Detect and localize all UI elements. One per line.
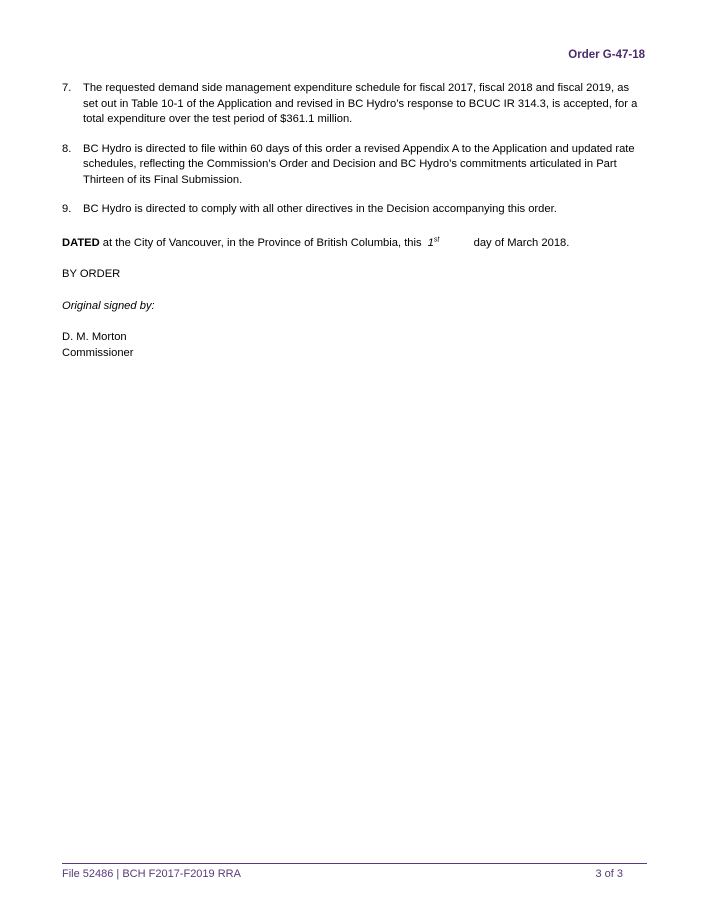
order-item <box>62 202 647 218</box>
item-text: The requested demand side management expenditure schedule for fiscal 2017, fiscal 2018 and fiscal 2019, as set out in Table 10-1 of the Application and revised in BC Hydro’s response to BCUC IR 314.3, is accepted, for a total expenditure over the test period of $361.1 million. <box>83 82 638 125</box>
item-number: 7. <box>62 82 72 94</box>
order-body <box>62 81 647 361</box>
dated-label: DATED <box>62 236 100 249</box>
dated-day <box>422 236 474 252</box>
signed-note: Original signed by: <box>62 299 155 312</box>
dated-day-suffix: st <box>433 235 440 243</box>
item-number: 9. <box>62 203 72 215</box>
footer-divider <box>62 863 647 864</box>
signatory-block <box>62 330 647 361</box>
signatory-name: D. M. Morton <box>62 331 127 343</box>
footer-file-ref: File 52486 | BCH F2017-F2019 RRA <box>62 868 241 880</box>
item-text: BC Hydro is directed to file within 60 days of this order a revised Appendix A to the Application and updated rate schedules, reflecting the Commission’s Order and Decision and BC Hydro’s commitments articulated in Part Thirteen of its Final Submission. <box>83 142 635 186</box>
dated-line <box>62 236 647 252</box>
dated-day-number: 1 <box>427 236 434 249</box>
footer-page-number: 3 of 3 <box>595 868 623 880</box>
order-item <box>62 81 647 128</box>
item-number: 8. <box>62 142 72 155</box>
dated-month: day of March 2018. <box>473 236 570 249</box>
item-text: BC Hydro is directed to comply with all other directives in the Decision accompanying this order. <box>83 203 557 215</box>
by-order: BY ORDER <box>62 268 121 280</box>
signatory-title: Commissioner <box>62 346 134 359</box>
dated-text: at the City of Vancouver, in the Province of British Columbia, this <box>99 236 422 249</box>
order-number: Order G-47-18 <box>568 49 645 61</box>
order-item <box>62 142 647 189</box>
